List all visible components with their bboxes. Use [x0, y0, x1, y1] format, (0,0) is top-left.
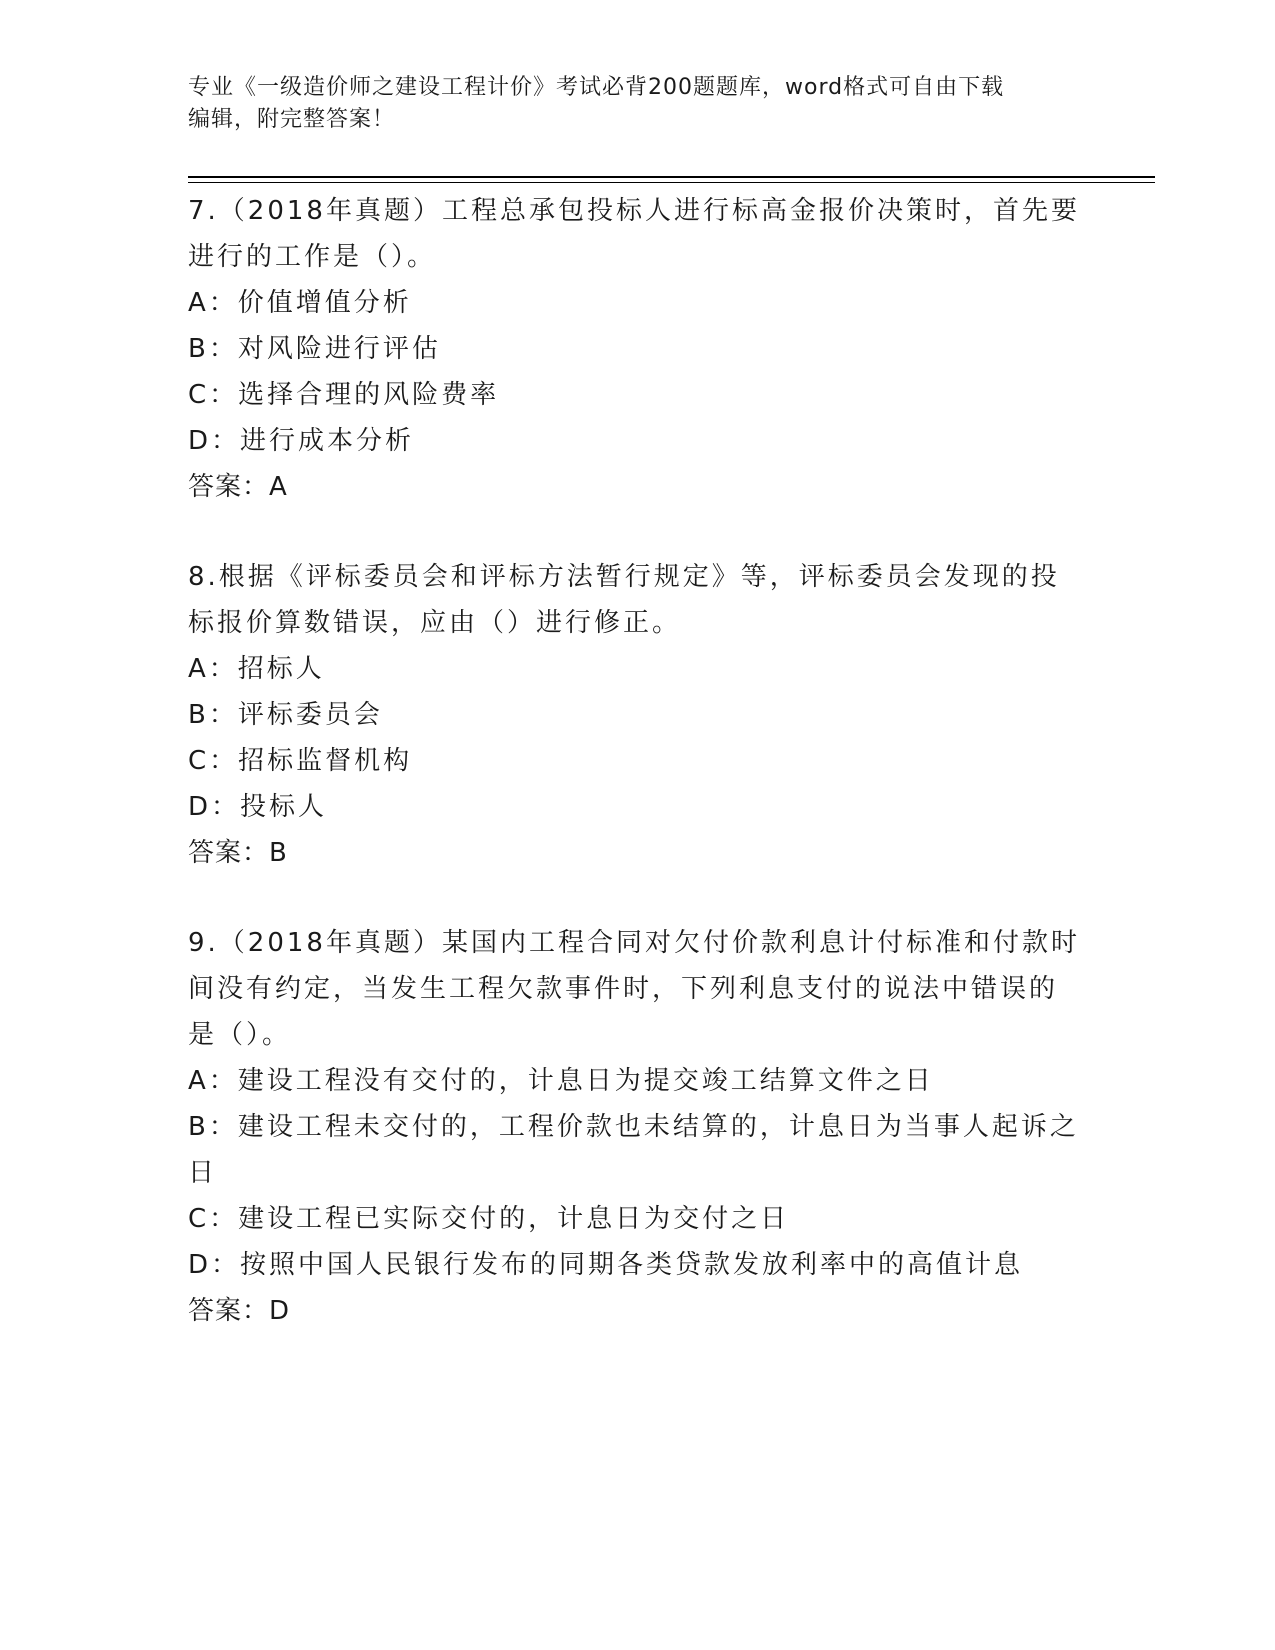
answer-line: 答案：D	[188, 1296, 291, 1326]
question-stem-line: 进行的工作是（）。	[188, 242, 437, 272]
option-d: D：投标人	[188, 792, 328, 822]
question-stem-line: 9.（2018年真题）某国内工程合同对欠付价款利息计付标准和付款时	[188, 928, 1080, 958]
document-header	[188, 72, 1068, 136]
option-b: B：评标委员会	[188, 700, 383, 730]
option-a: A：招标人	[188, 654, 325, 684]
option-c: C：选择合理的风险费率	[188, 380, 500, 410]
header-divider-thick	[188, 176, 1155, 178]
question-stem-line: 8.根据《评标委员会和评标方法暂行规定》等，评标委员会发现的投	[188, 562, 1060, 592]
question-8	[188, 554, 1088, 876]
option-c: C：招标监督机构	[188, 746, 413, 776]
header-title-line-2: 编辑，附完整答案！	[188, 107, 396, 132]
option-b-continued: 日	[188, 1158, 218, 1188]
option-d: D：按照中国人民银行发布的同期各类贷款发放利率中的高值计息	[188, 1250, 1024, 1280]
option-a: A：价值增值分析	[188, 288, 412, 318]
question-9	[188, 920, 1088, 1334]
question-stem-line: 间没有约定，当发生工程欠款事件时，下列利息支付的说法中错误的	[188, 974, 1059, 1004]
question-stem-line: 7.（2018年真题）工程总承包投标人进行标高金报价决策时，首先要	[188, 196, 1080, 226]
header-title-line-1: 专业《一级造价师之建设工程计价》考试必背200题题库，word格式可自由下载	[188, 75, 1005, 100]
option-b: B：建设工程未交付的，工程价款也未结算的，计息日为当事人起诉之	[188, 1112, 1079, 1142]
option-d: D：进行成本分析	[188, 426, 415, 456]
question-stem-line: 是（）。	[188, 1020, 292, 1050]
answer-line: 答案：B	[188, 838, 288, 868]
question-stem-line: 标报价算数错误，应由（）进行修正。	[188, 608, 682, 638]
option-b: B：对风险进行评估	[188, 334, 441, 364]
option-c: C：建设工程已实际交付的，计息日为交付之日	[188, 1204, 790, 1234]
header-divider-thin	[188, 182, 1155, 183]
answer-line: 答案：A	[188, 472, 288, 502]
question-7	[188, 188, 1088, 510]
option-a: A：建设工程没有交付的，计息日为提交竣工结算文件之日	[188, 1066, 934, 1096]
question-list	[188, 188, 1088, 1334]
